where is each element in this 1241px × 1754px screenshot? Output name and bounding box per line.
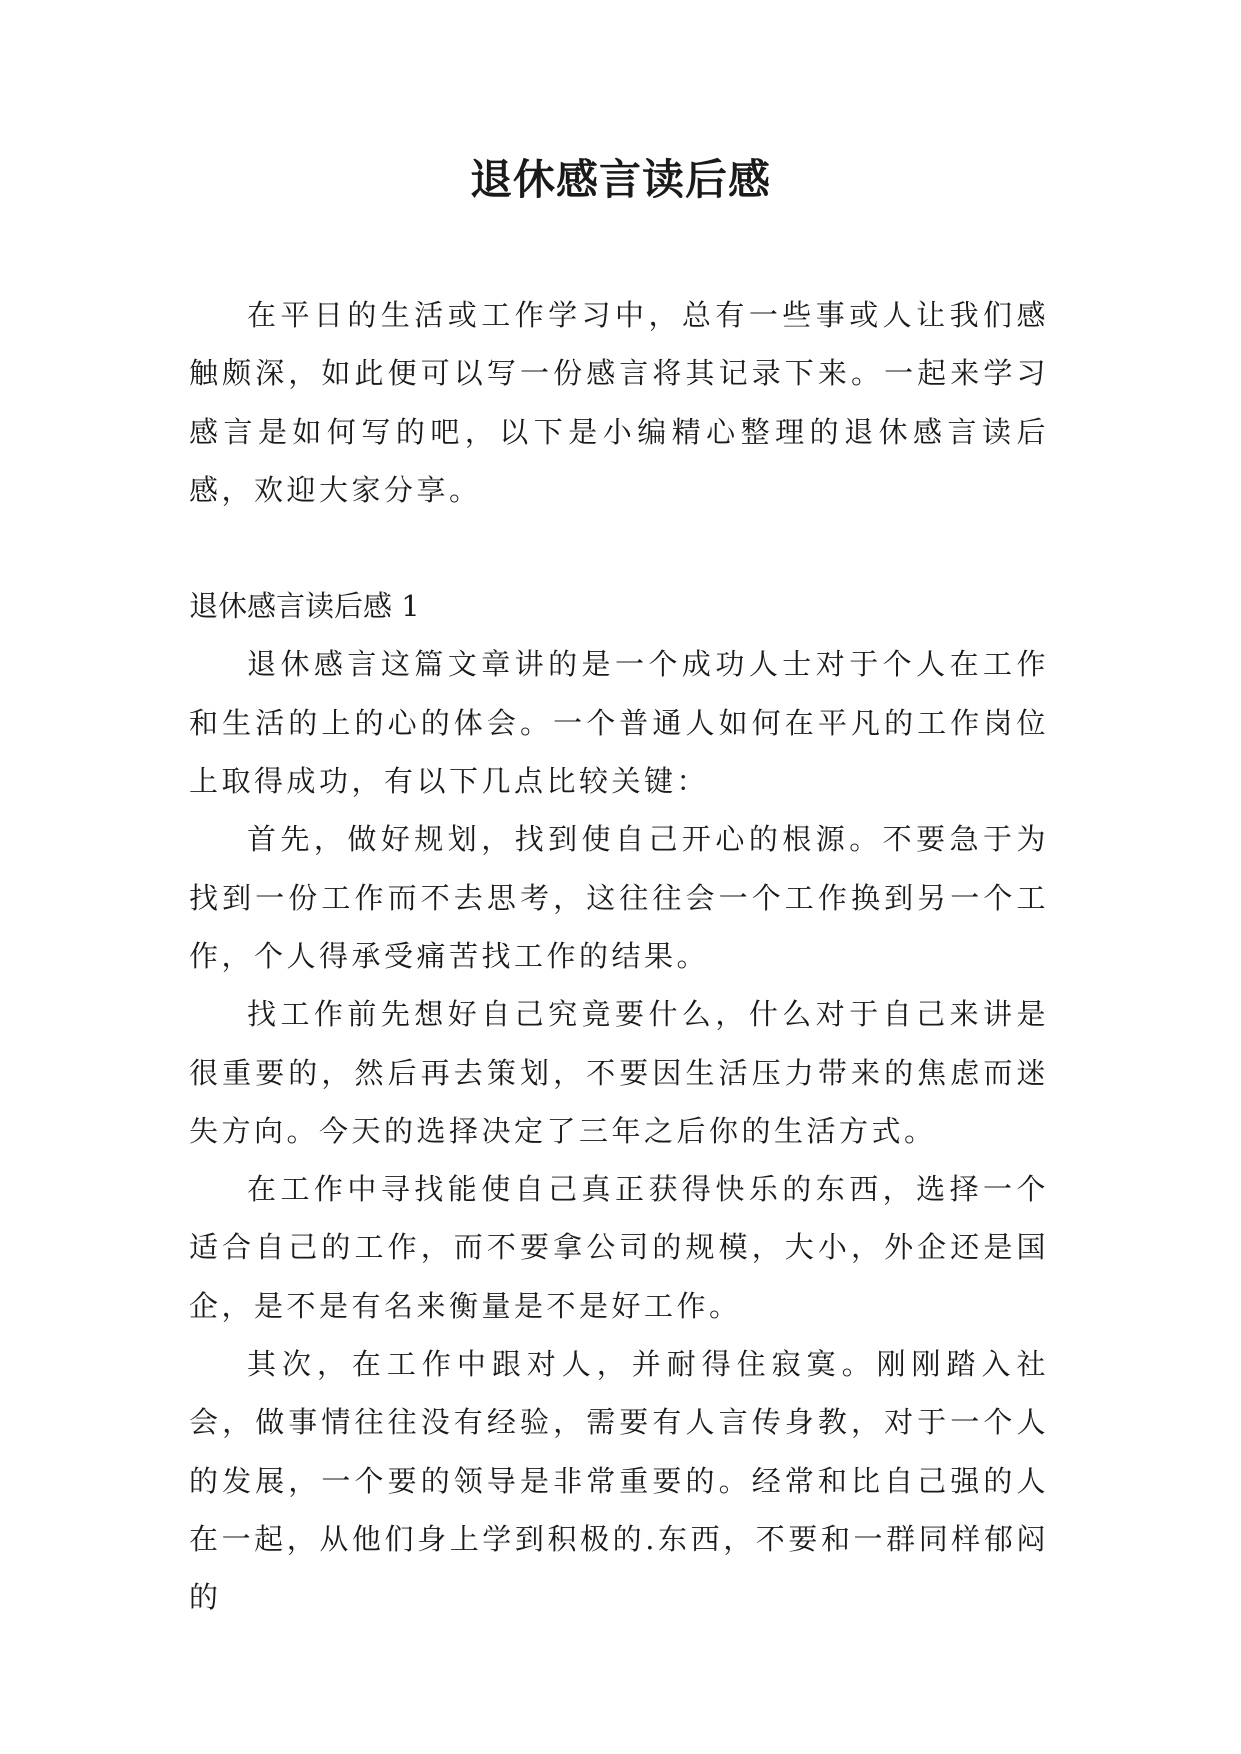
intro-paragraph: 在平日的生活或工作学习中，总有一些事或人让我们感触颇深，如此便可以写一份感言将其记录下来。一起来学习感言是如何写的吧，以下是小编精心整理的退休感言读后感，欢迎大家分享。 xyxy=(189,298,1049,507)
document-title: 退休感言读后感 xyxy=(469,155,771,204)
section-heading: 退休感言读后感 1 xyxy=(189,589,420,624)
body-paragraph: 退休感言这篇文章讲的是一个成功人士对于个人在工作和生活的上的心的体会。一个普通人如何在平凡的工作岗位上取得成功，有以下几点比较关键： xyxy=(189,647,1049,799)
body-paragraph: 在工作中寻找能使自己真正获得快乐的东西，选择一个适合自己的工作，而不要拿公司的规模，大小，外企还是国企，是不是有名来衡量是不是好工作。 xyxy=(189,1172,1049,1323)
body-paragraph: 找工作前先想好自己究竟要什么，什么对于自己来讲是很重要的，然后再去策划，不要因生活压力带来的焦虑而迷失方向。今天的选择决定了三年之后你的生活方式。 xyxy=(189,997,1049,1148)
document-body xyxy=(189,286,1049,1627)
body-paragraph: 首先，做好规划，找到使自己开心的根源。不要急于为找到一份工作而不去思考，这往往会一个工作换到另一个工作，个人得承受痛苦找工作的结果。 xyxy=(189,822,1049,973)
body-paragraph: 其次，在工作中跟对人，并耐得住寂寞。刚刚踏入社会，做事情往往没有经验，需要有人言传身教，对于一个人的发展，一个要的领导是非常重要的。经常和比自己强的人在一起，从他们身上学到积极的.东西，不要和一群同样郁闷的 xyxy=(189,1347,1049,1615)
